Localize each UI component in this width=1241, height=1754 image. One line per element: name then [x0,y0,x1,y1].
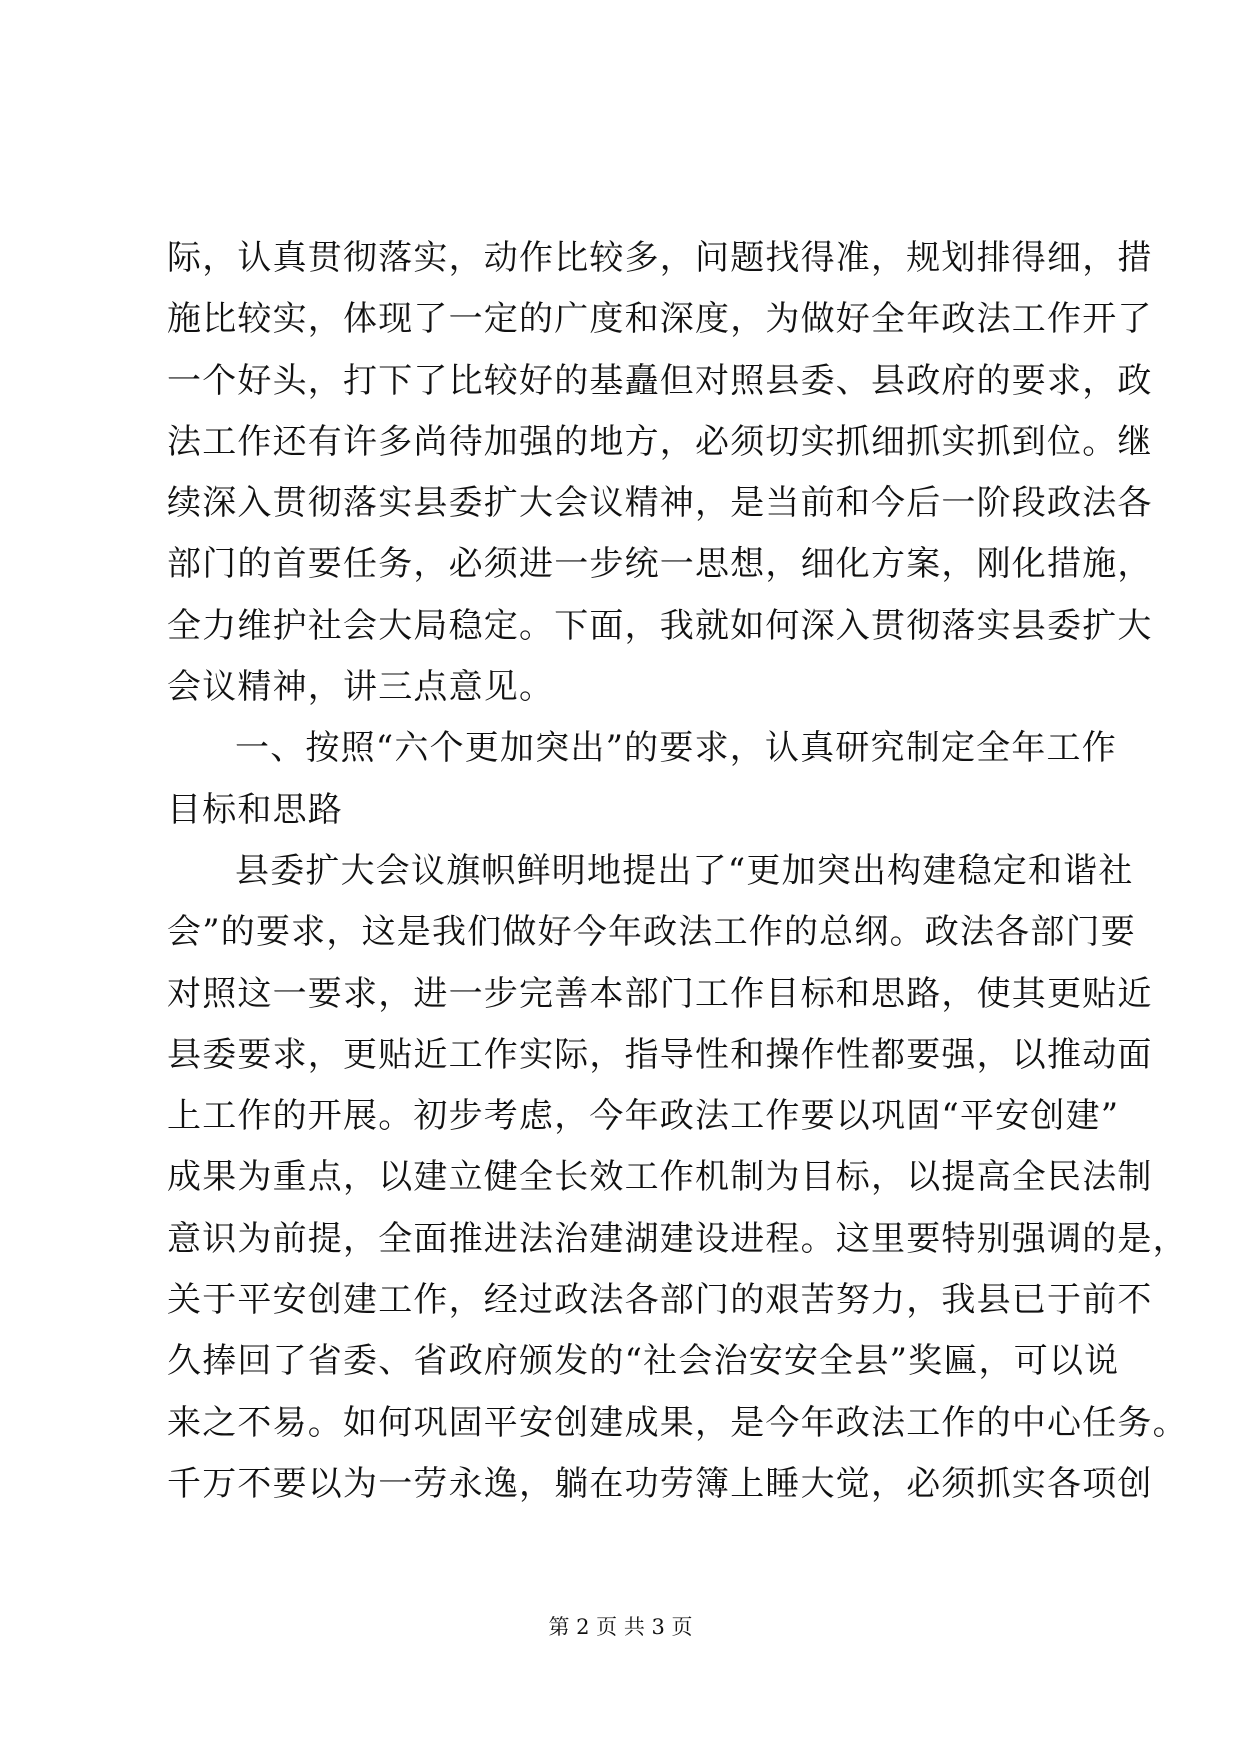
text-line: 部门的首要任务，必须进一步统一思想，细化方案，刚化措施， [167,544,1153,585]
text-line: 来之不易。如何巩固平安创建成果，是今年政法工作的中心任务。 [167,1402,1188,1443]
page-number-footer: 第 2 页 共 3 页 [548,1615,693,1639]
text-line: 成果为重点，以建立健全长效工作机制为目标，以提高全民法制 [167,1157,1153,1198]
text-line: 施比较实，体现了一定的广度和深度，为做好全年政法工作开了 [167,299,1153,340]
text-line: 千万不要以为一劳永逸，躺在功劳簿上睡大觉，必须抓实各项创 [167,1463,1153,1504]
text-line: 县委扩大会议旗帜鲜明地提出了“更加突出构建稳定和谐社 [235,850,1134,891]
text-line: 一个好头，打下了比较好的基矗但对照县委、县政府的要求，政 [167,360,1153,401]
text-line: 全力维护社会大局稳定。下面，我就如何深入贯彻落实县委扩大 [167,605,1153,646]
text-line: 对照这一要求，进一步完善本部门工作目标和思路，使其更贴近 [167,973,1153,1014]
text-line: 关于平安创建工作，经过政法各部门的艰苦努力，我县已于前不 [167,1280,1153,1321]
text-line: 会议精神，讲三点意见。 [167,667,555,708]
text-line: 县委要求，更贴近工作实际，指导性和操作性都要强，以推动面 [167,1034,1153,1075]
text-line: 久捧回了省委、省政府颁发的“社会治安安全县”奖匾，可以说 [167,1341,1120,1382]
text-line: 意识为前提，全面推进法治建湖建设进程。这里要特别强调的是， [167,1218,1188,1259]
section-heading-line: 一、按照“六个更加突出”的要求，认真研究制定全年工作 [235,728,1117,769]
section-heading-line: 目标和思路 [167,789,343,830]
text-line: 际，认真贯彻落实，动作比较多，问题找得准，规划排得细，措 [167,238,1153,278]
body-text [167,228,1188,1515]
text-line: 上工作的开展。初步考虑，今年政法工作要以巩固“平安创建” [167,1096,1120,1137]
text-line: 续深入贯彻落实县委扩大会议精神，是当前和今后一阶段政法各 [167,483,1153,524]
text-line: 会”的要求，这是我们做好今年政法工作的总纲。政法各部门要 [167,912,1136,953]
text-line: 法工作还有许多尚待加强的地方，必须切实抓细抓实抓到位。继 [167,421,1153,462]
